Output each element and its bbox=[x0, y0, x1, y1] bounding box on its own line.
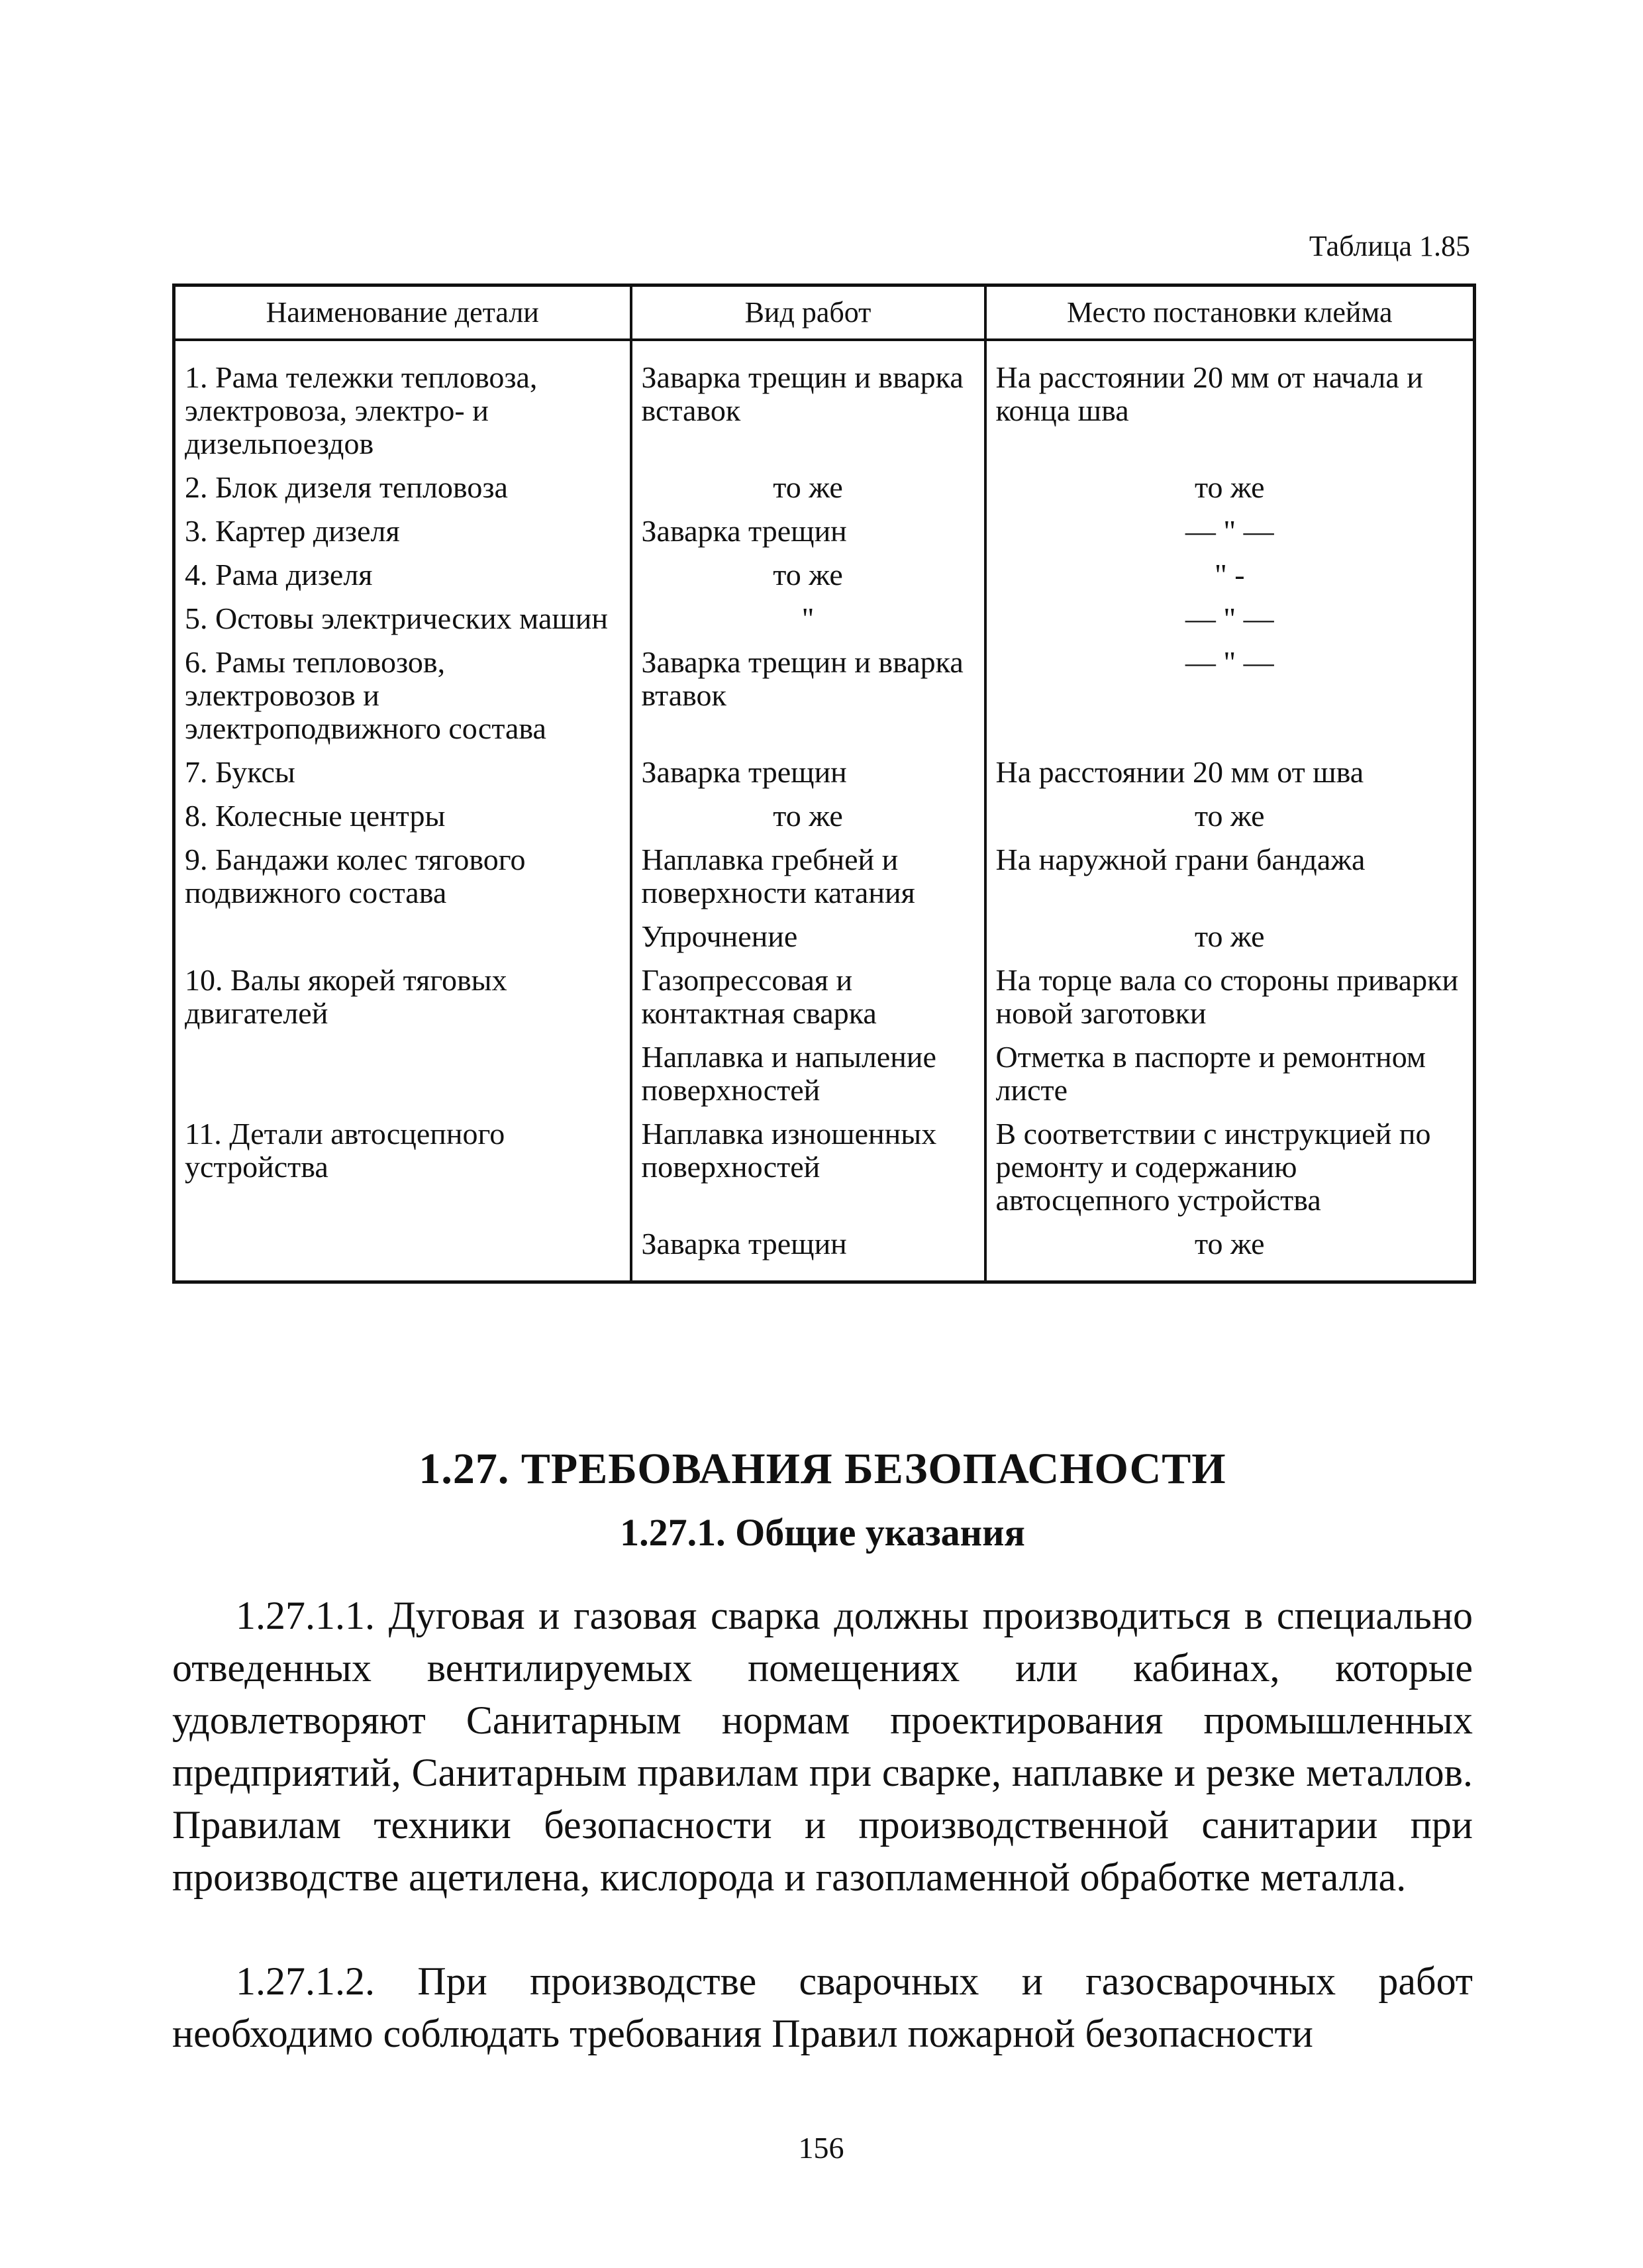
table-row bbox=[174, 958, 1475, 1035]
table-row bbox=[174, 1035, 1475, 1112]
table-row bbox=[174, 1112, 1475, 1222]
cell-part: 5. Остовы электрических машин bbox=[174, 597, 631, 641]
cell-part: 3. Картер дизеля bbox=[174, 509, 631, 553]
cell-place: — " — bbox=[985, 641, 1475, 750]
table-row bbox=[174, 597, 1475, 641]
table-row bbox=[174, 838, 1475, 915]
cell-work: Наплавка изношенных поверхностей bbox=[631, 1112, 985, 1222]
cell-work: Газопрессовая и контактная сварка bbox=[631, 958, 985, 1035]
cell-part bbox=[174, 915, 631, 958]
cell-work: то же bbox=[631, 553, 985, 597]
cell-part: 9. Бандажи колес тягового подвижного состава bbox=[174, 838, 631, 915]
cell-place: На расстоянии 20 мм от начала и конца шва bbox=[985, 340, 1475, 466]
cell-work: то же bbox=[631, 794, 985, 838]
header-work-type: Вид работ bbox=[631, 285, 985, 340]
cell-place: то же bbox=[985, 915, 1475, 958]
cell-place: На расстоянии 20 мм от шва bbox=[985, 750, 1475, 794]
table-row bbox=[174, 1222, 1475, 1282]
cell-part: 6. Рамы тепловозов, электровозов и электроподвижного состава bbox=[174, 641, 631, 750]
cell-part: 8. Колесные центры bbox=[174, 794, 631, 838]
cell-part bbox=[174, 1222, 631, 1282]
table-caption: Таблица 1.85 bbox=[1309, 230, 1470, 262]
cell-place: " - bbox=[985, 553, 1475, 597]
cell-work: Наплавка гребней и поверхности катания bbox=[631, 838, 985, 915]
cell-work: Заварка трещин и вварка вставок bbox=[631, 340, 985, 466]
table-row bbox=[174, 466, 1475, 509]
table-row bbox=[174, 340, 1475, 466]
table-row bbox=[174, 915, 1475, 958]
cell-place: На торце вала со стороны приварки новой заготовки bbox=[985, 958, 1475, 1035]
cell-work: " bbox=[631, 597, 985, 641]
cell-part: 11. Детали автосцепного устройства bbox=[174, 1112, 631, 1222]
table-header-row bbox=[174, 285, 1475, 340]
cell-place: то же bbox=[985, 1222, 1475, 1282]
cell-work: Заварка трещин bbox=[631, 750, 985, 794]
parts-table bbox=[172, 284, 1476, 1284]
table-row bbox=[174, 641, 1475, 750]
cell-place: В соответствии с инструкцией по ремонту и содержанию автосцепного устройства bbox=[985, 1112, 1475, 1222]
cell-work: Заварка трещин bbox=[631, 509, 985, 553]
cell-place: — " — bbox=[985, 597, 1475, 641]
cell-place: — " — bbox=[985, 509, 1475, 553]
table-row bbox=[174, 509, 1475, 553]
page-number: 156 bbox=[798, 2131, 844, 2165]
cell-part: 4. Рама дизеля bbox=[174, 553, 631, 597]
table-row bbox=[174, 750, 1475, 794]
cell-part: 1. Рама тележки тепловоза, электровоза, электро- и дизельпоездов bbox=[174, 340, 631, 466]
header-stamp-place: Место постановки клейма bbox=[985, 285, 1475, 340]
cell-place: На наружной грани бандажа bbox=[985, 838, 1475, 915]
cell-place: Отметка в паспорте и ремонтном листе bbox=[985, 1035, 1475, 1112]
table-row bbox=[174, 794, 1475, 838]
cell-place: то же bbox=[985, 794, 1475, 838]
cell-part: 10. Валы якорей тяговых двигателей bbox=[174, 958, 631, 1035]
paragraph-2: 1.27.1.2. При производстве сварочных и газосварочных работ необходимо соблюдать требования Правил пожарной безопасности bbox=[172, 1959, 1473, 2055]
paragraph-1: 1.27.1.1. Дуговая и газовая сварка должны производиться в специально отведенных вентилируемых помещениях или кабинах, которые удовлетворяют Санитарным нормам проектирования промышленных предприятий, Санитарным правилам при сварке, наплавке и резке металлов. Правилам техники безопасности и производственной санитарии при производстве ацетилена, кислорода и газопламенной обработке металла. bbox=[172, 1594, 1473, 1899]
cell-work: Наплавка и напыление поверхностей bbox=[631, 1035, 985, 1112]
cell-part: 2. Блок дизеля тепловоза bbox=[174, 466, 631, 509]
header-part-name: Наименование детали bbox=[174, 285, 631, 340]
table-row bbox=[174, 553, 1475, 597]
cell-work: то же bbox=[631, 466, 985, 509]
subsection-title: 1.27.1. Общие указания bbox=[620, 1511, 1025, 1554]
cell-work: Заварка трещин bbox=[631, 1222, 985, 1282]
cell-work: Упрочнение bbox=[631, 915, 985, 958]
cell-part bbox=[174, 1035, 631, 1112]
cell-work: Заварка трещин и вварка втавок bbox=[631, 641, 985, 750]
cell-place: то же bbox=[985, 466, 1475, 509]
cell-part: 7. Буксы bbox=[174, 750, 631, 794]
section-title: 1.27. ТРЕБОВАНИЯ БЕЗОПАСНОСТИ bbox=[419, 1445, 1226, 1493]
